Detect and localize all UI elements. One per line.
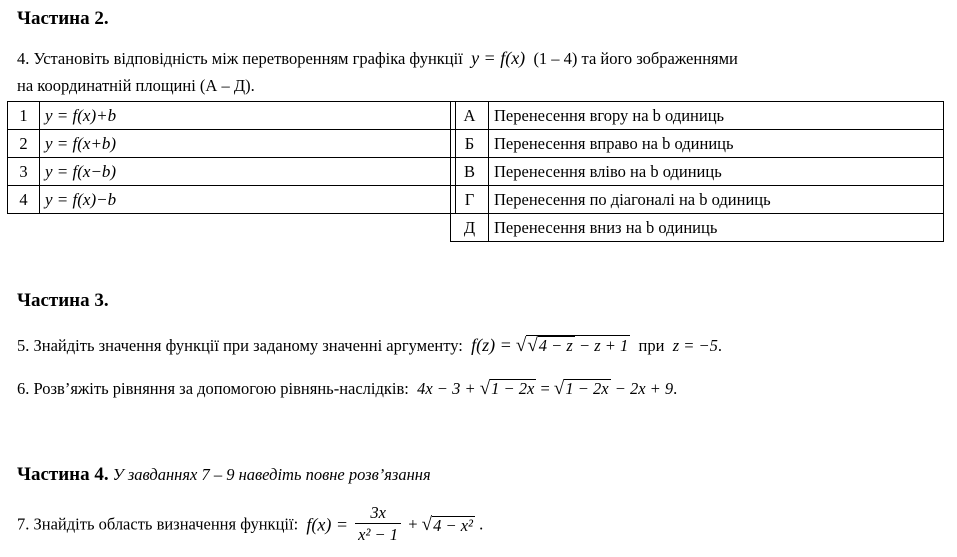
task5: 5. Знайдіть значення функції при заданому значенні аргументу: f(z) = √√4 − z − z + 1 при z = −5. — [17, 335, 723, 356]
right-table-row — [451, 158, 944, 186]
part4-subtitle: У завданнях 7 – 9 наведіть повне розв’язання — [112, 465, 431, 484]
task4-text-post: (1 – 4) та його зображеннями — [533, 49, 738, 68]
right-table-row — [451, 214, 944, 242]
row-description: Перенесення вниз на b одиниць — [489, 214, 944, 242]
right-table-row — [451, 102, 944, 130]
row-number: 3 — [8, 158, 40, 186]
task5-when: при — [638, 336, 665, 355]
row-letter: А — [451, 102, 489, 130]
task5-inner-radical: 4 − z — [538, 336, 573, 355]
part4-title: Частина 4. — [17, 464, 109, 485]
task7: 7. Знайдіть область визначення функції: f(x) = $\frac{3x}{\text{x² − 1}}$ + √4 − x² . — [17, 503, 484, 544]
task7-function: f(x) = — [306, 514, 349, 535]
task5-radical — [526, 335, 630, 354]
task4-line1 — [17, 48, 738, 69]
sqrt-icon: √ — [421, 513, 433, 535]
left-table-row — [8, 130, 456, 158]
row-expression: y = f(x+b) — [40, 130, 456, 158]
row-description: Перенесення вправо на b одиниць — [489, 130, 944, 158]
task7-denominator: x² − 1 — [358, 525, 399, 544]
task6-equals: = — [540, 379, 550, 398]
sqrt-icon: √ — [515, 335, 527, 356]
part2-title: Частина 2. — [17, 8, 109, 29]
task6: 6. Розв’яжіть рівняння за допомогою рівнянь-наслідків: 4x − 3 + √1 − 2x = √1 − 2x − 2x + 9. — [17, 378, 678, 399]
task7-fraction — [355, 503, 401, 546]
left-table-row — [8, 186, 456, 214]
row-description: Перенесення по діагоналі на b одиниць — [489, 186, 944, 214]
task5-value: z = −5 — [672, 336, 718, 355]
row-number: 4 — [8, 186, 40, 214]
part3-title: Частина 3. — [17, 290, 109, 311]
task7-numerator: 3x — [355, 503, 401, 524]
task4-text-pre: 4. Установіть відповідність між перетворенням графіка функції — [17, 49, 463, 68]
row-expression: y = f(x)+b — [40, 102, 456, 130]
sqrt-icon: √ — [527, 335, 538, 356]
task6-rhs: − 2x + 9 — [614, 379, 674, 398]
row-number: 2 — [8, 130, 40, 158]
part4-heading — [17, 464, 431, 486]
row-expression: y = f(x−b) — [40, 158, 456, 186]
task7-plus: + — [408, 514, 418, 534]
task6-lhs: 4x − 3 + — [417, 379, 476, 398]
right-table-row — [451, 130, 944, 158]
row-description: Перенесення вгору на b одиниць — [489, 102, 944, 130]
right-table-row — [451, 186, 944, 214]
sqrt-icon: √ — [479, 378, 491, 399]
right-table — [450, 101, 944, 242]
row-letter: Г — [451, 186, 489, 214]
task7-radical: 4 − x² — [433, 515, 473, 535]
row-letter: Б — [451, 130, 489, 158]
task5-function: f(z) = — [471, 335, 512, 355]
row-letter: В — [451, 158, 489, 186]
task6-radical-1: 1 − 2x — [491, 379, 535, 398]
left-table-row — [8, 102, 456, 130]
task4-function: y = f(x) — [471, 48, 526, 68]
task6-text: 6. Розв’яжіть рівняння за допомогою рівнянь-наслідків: — [17, 379, 409, 398]
row-letter: Д — [451, 214, 489, 242]
sqrt-icon: √ — [553, 378, 565, 399]
task7-text: 7. Знайдіть область визначення функції: — [17, 514, 299, 534]
left-table — [7, 101, 456, 214]
row-number: 1 — [8, 102, 40, 130]
row-expression: y = f(x)−b — [40, 186, 456, 214]
left-table-row — [8, 158, 456, 186]
row-description: Перенесення вліво на b одиниць — [489, 158, 944, 186]
task5-rest: − z + 1 — [578, 336, 629, 355]
task6-radical-2: 1 − 2x — [565, 379, 609, 398]
task5-text: 5. Знайдіть значення функції при заданому значенні аргументу: — [17, 336, 463, 355]
task4-line2: на координатній площині (А – Д). — [17, 76, 255, 95]
